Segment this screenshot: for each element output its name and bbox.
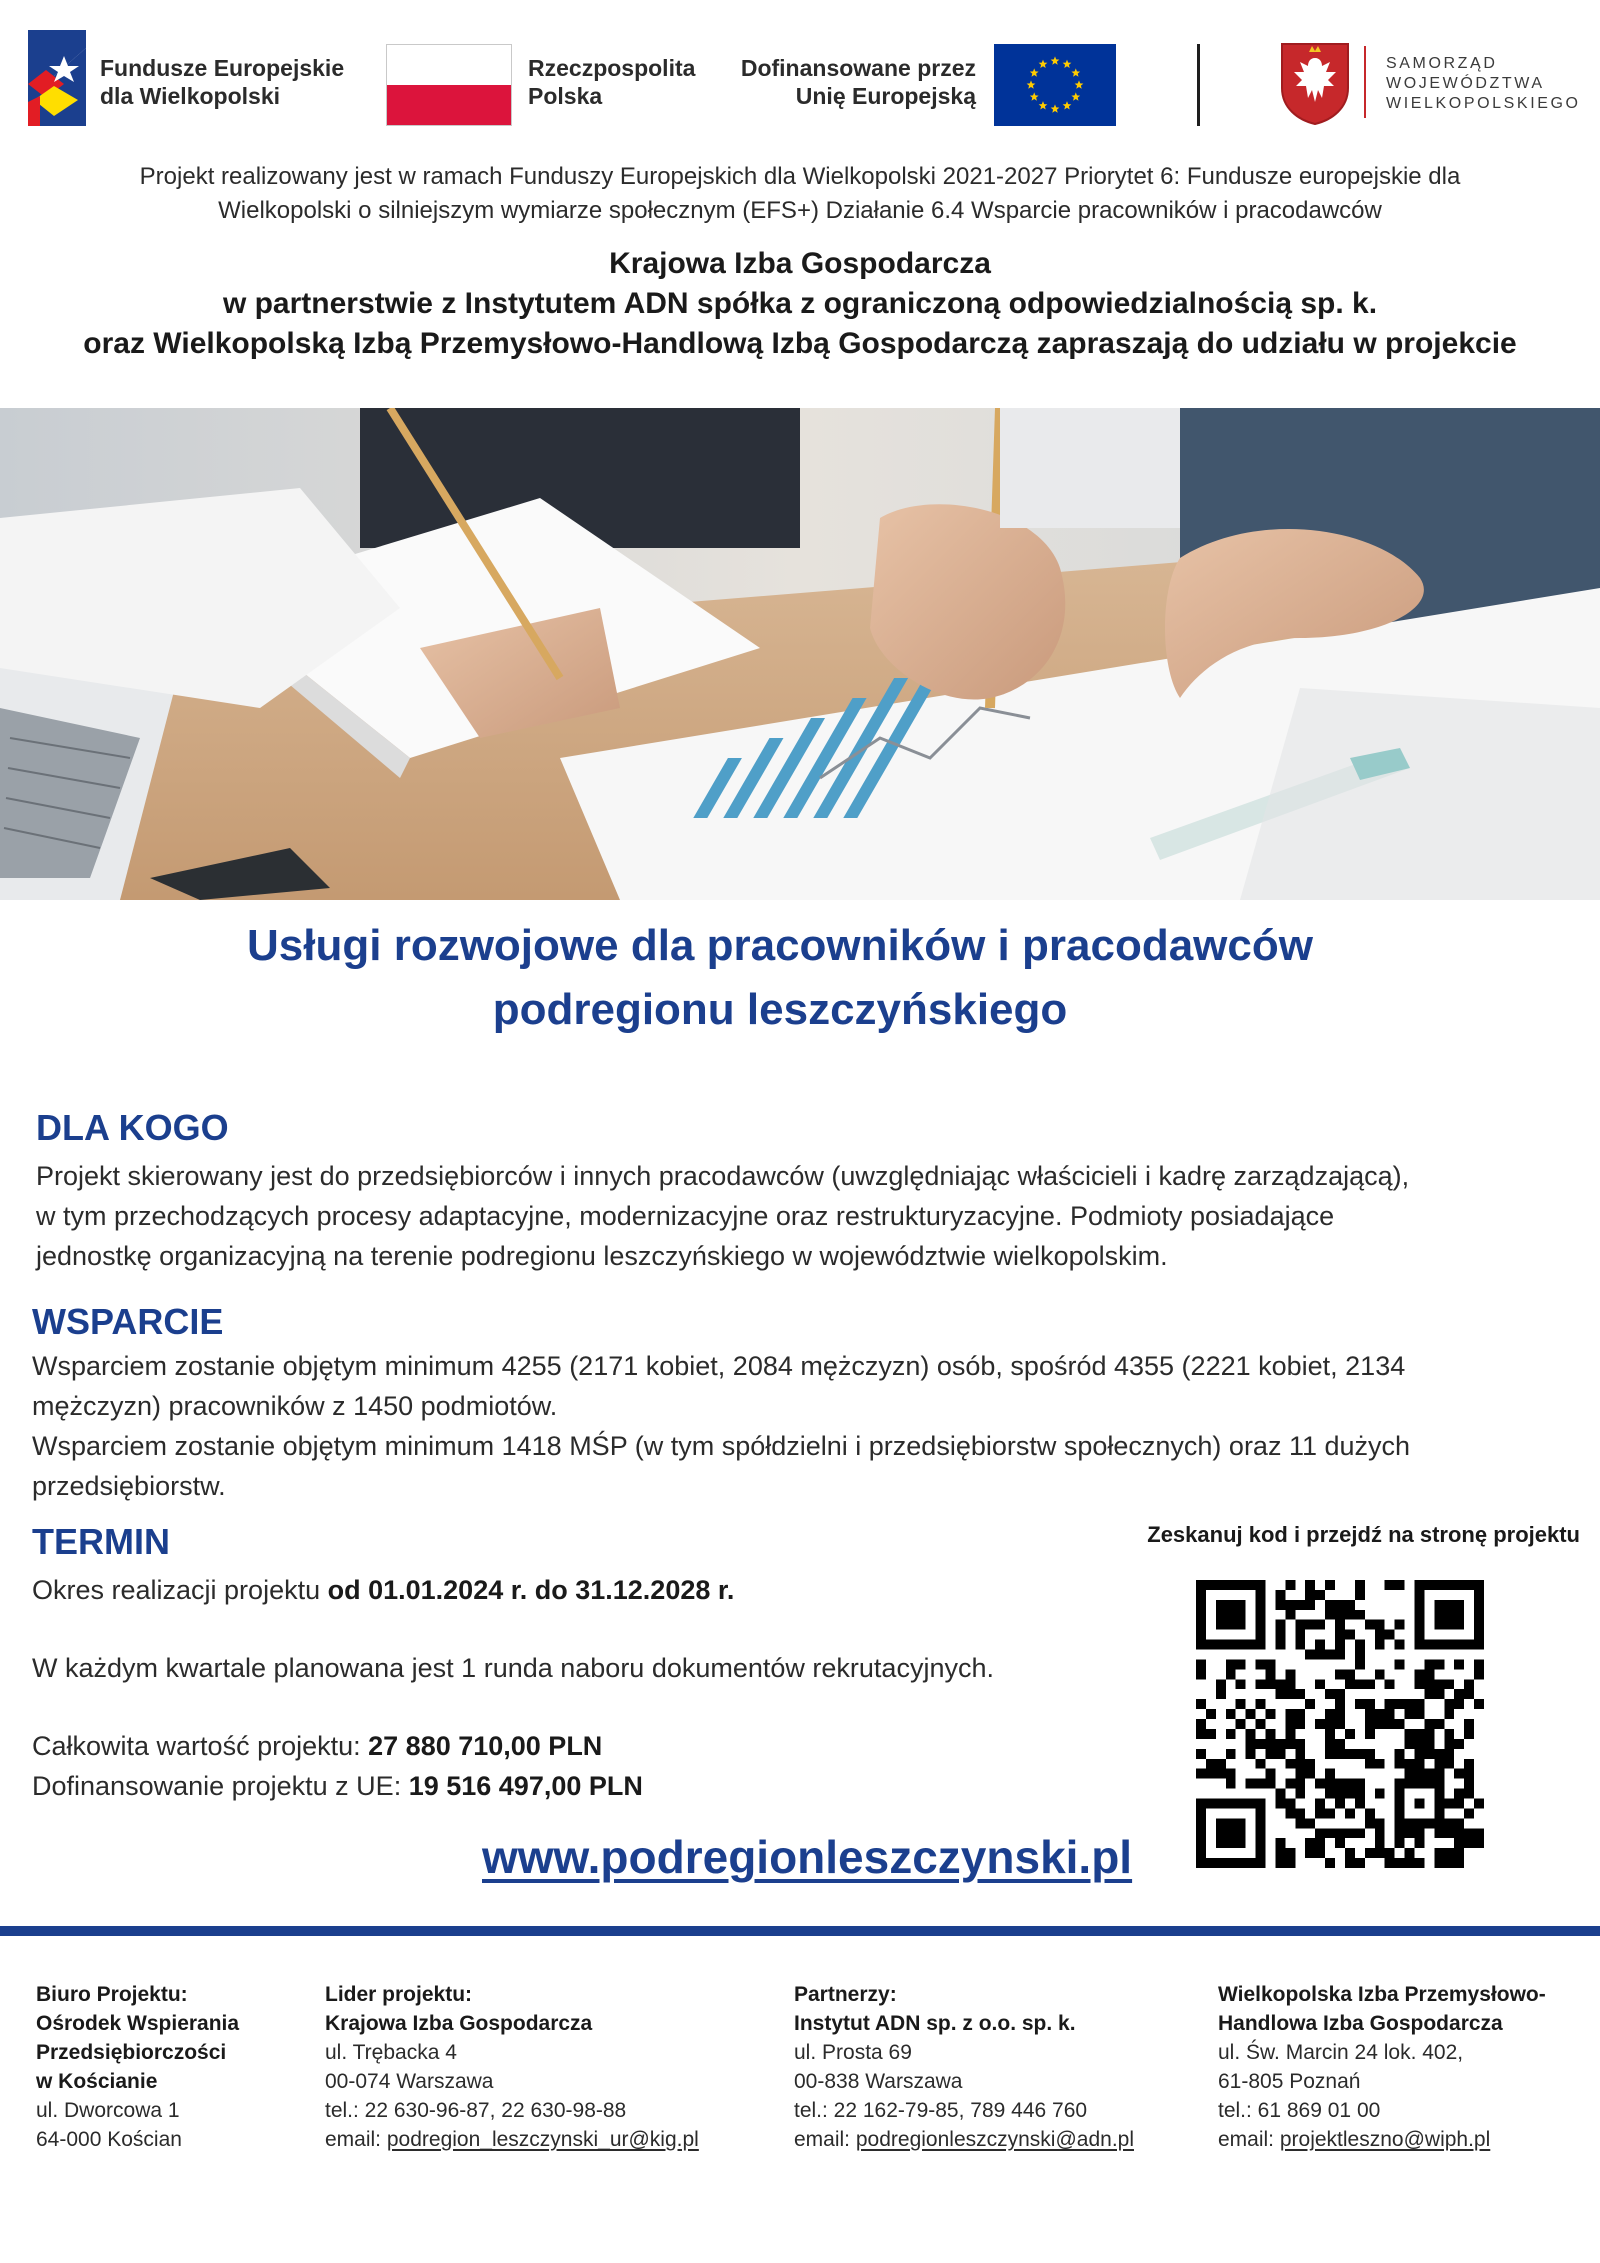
footer-lider-email-link[interactable]: podregion_leszczynski_ur@kig.pl <box>386 2128 699 2151</box>
footer-wiph <box>1218 1980 1598 2154</box>
funds-logo-line2: dla Wielkopolski <box>100 83 281 109</box>
project-info-line1: Projekt realizowany jest w ramach Funduszy Europejskich dla Wielkopolski 2021-2027 Priorytet 6: Fundusze europejskie dla <box>139 163 1461 190</box>
footer-wiph-name-2: Handlowa Izba Gospodarcza <box>1218 2012 1503 2035</box>
region-logo-divider <box>1364 46 1366 118</box>
footer-partnerzy-name: Instytut ADN sp. z o.o. sp. k. <box>794 2012 1076 2035</box>
footer-partnerzy-address: ul. Prosta 69 <box>794 2041 912 2064</box>
logo-divider <box>1197 44 1200 126</box>
partners-line2: w partnerstwie z Instytutem ADN spółka z ograniczoną odpowiedzialnością sp. k. <box>222 287 1378 320</box>
project-info-line2: Wielkopolski o silniejszym wymiarze społecznym (EFS+) Działanie 6.4 Wsparcie pracowników i pracodawców <box>218 197 1382 224</box>
eu-cofinancing-label: Dofinansowanie projektu z UE: <box>32 1771 409 1801</box>
footer-wiph-name-1: Wielkopolska Izba Przemysłowo- <box>1218 1983 1546 2006</box>
eu-logo-text <box>720 54 976 110</box>
footer-partnerzy-heading: Partnerzy: <box>794 1983 897 2006</box>
partners-line3: oraz Wielkopolską Izbą Przemysłowo-Handlową Izbą Gospodarczą zapraszają do udziału w projekcie <box>83 327 1517 360</box>
footer-partnerzy-email-link[interactable]: podregionleszczynski@adn.pl <box>855 2128 1134 2151</box>
total-value-amount: 27 880 710,00 PLN <box>368 1731 603 1761</box>
footer-project-leader <box>325 1980 765 2154</box>
footer-biuro-name-3: w Kościanie <box>36 2070 158 2093</box>
footer-biuro-heading: Biuro Projektu: <box>36 1983 188 2006</box>
eu-logo-line2: Unię Europejską <box>795 83 976 109</box>
poland-logo-line2: Polska <box>528 83 603 109</box>
wsparcie-p2-line2: przedsiębiorstw. <box>32 1471 226 1501</box>
poland-logo-line1: Rzeczpospolita <box>528 55 696 81</box>
qr-code[interactable] <box>1196 1580 1484 1868</box>
footer-lider-email-label: email: <box>325 2128 387 2151</box>
footer-partnerzy-email <box>794 2125 1214 2154</box>
footer-partnerzy-city: 00-838 Warszawa <box>794 2070 963 2093</box>
footer-divider <box>0 1926 1600 1936</box>
funds-logo-icon <box>24 26 94 134</box>
page-title <box>0 914 1560 1042</box>
total-value-label: Całkowita wartość projektu: <box>32 1731 369 1761</box>
eu-cofinancing <box>32 1766 1132 1806</box>
project-period <box>32 1570 1132 1610</box>
partners-invitation <box>20 244 1580 364</box>
office-photo <box>0 408 1600 900</box>
eu-logo-line1: Dofinansowane przez <box>740 55 976 81</box>
funds-logo-line1: Fundusze Europejskie <box>100 55 345 81</box>
funds-logo-text <box>100 54 344 110</box>
wsparcie-p1-line2: mężczyzn) pracowników z 1450 podmiotów. <box>32 1391 558 1421</box>
eu-cofinancing-amount: 19 516 497,00 PLN <box>408 1771 643 1801</box>
partners-line1: Krajowa Izba Gospodarcza <box>609 247 991 280</box>
wsparcie-p2-line1: Wsparciem zostanie objętym minimum 1418 MŚP (w tym spółdzielni i przedsiębiorstw społecznych) oraz 11 dużych <box>32 1431 1411 1461</box>
section-text-dla-kogo <box>36 1156 1576 1276</box>
footer-partners <box>794 1980 1214 2154</box>
region-logo-line1: SAMORZĄD <box>1386 55 1498 72</box>
footer-lider-heading: Lider projektu: <box>325 1983 473 2006</box>
footer-lider-city: 00-074 Warszawa <box>325 2070 494 2093</box>
footer-partnerzy-email-label: email: <box>794 2128 856 2151</box>
section-heading-dla-kogo: DLA KOGO <box>36 1107 229 1148</box>
recruitment-rounds: W każdym kwartale planowana jest 1 runda naboru dokumentów rekrutacyjnych. <box>32 1653 994 1683</box>
footer-wiph-email <box>1218 2125 1598 2154</box>
region-logo-text <box>1386 54 1581 114</box>
region-logo-line3: WIELKOPOLSKIEGO <box>1386 95 1581 112</box>
footer-biuro-city: 64-000 Kościan <box>36 2128 182 2151</box>
footer-biuro-name-2: Przedsiębiorczości <box>36 2041 227 2064</box>
footer-wiph-city: 61-805 Poznań <box>1218 2070 1361 2093</box>
section-heading-termin: TERMIN <box>32 1521 170 1562</box>
poland-flag-icon <box>386 44 512 126</box>
footer-lider-name: Krajowa Izba Gospodarcza <box>325 2012 593 2035</box>
footer-partnerzy-phone: tel.: 22 162-79-85, 789 446 760 <box>794 2099 1088 2122</box>
footer-biuro-address: ul. Dworcowa 1 <box>36 2099 180 2122</box>
project-period-label: Okres realizacji projektu <box>32 1575 328 1605</box>
footer-wiph-phone: tel.: 61 869 01 00 <box>1218 2099 1381 2122</box>
project-info <box>60 160 1540 228</box>
dla-kogo-line2: w tym przechodzących procesy adaptacyjne, modernizacyjne oraz restrukturyzacyjne. Podmioty posiadające <box>36 1201 1335 1231</box>
page-title-line2: podregionu leszczyńskiego <box>492 985 1068 1034</box>
footer-lider-email <box>325 2125 765 2154</box>
poland-logo-text <box>528 54 695 110</box>
footer-wiph-email-label: email: <box>1218 2128 1280 2151</box>
total-value <box>32 1726 1132 1766</box>
wsparcie-paragraph-2 <box>32 1426 1572 1506</box>
dla-kogo-line1: Projekt skierowany jest do przedsiębiorców i innych pracodawców (uwzględniając właścicieli i kadrę zarządzającą), <box>36 1161 1410 1191</box>
website-link[interactable]: www.podregionleszczynski.pl <box>482 1831 1133 1883</box>
footer-wiph-address: ul. Św. Marcin 24 lok. 402, <box>1218 2041 1464 2064</box>
footer-project-office <box>36 1980 316 2154</box>
qr-caption: Zeskanuj kod i przejdź na stronę projektu <box>1147 1522 1580 1547</box>
footer-biuro-name-1: Ośrodek Wspierania <box>36 2012 240 2035</box>
section-heading-wsparcie: WSPARCIE <box>32 1301 224 1342</box>
project-period-value: od 01.01.2024 r. do 31.12.2028 r. <box>327 1575 735 1605</box>
footer-lider-address: ul. Trębacka 4 <box>325 2041 457 2064</box>
dla-kogo-line3: jednostkę organizacyjną na terenie podregionu leszczyńskiego w województwie wielkopolskim. <box>36 1241 1168 1271</box>
page-title-line1: Usługi rozwojowe dla pracowników i pracodawców <box>247 921 1313 970</box>
eu-flag-icon <box>994 44 1116 126</box>
region-logo-line2: WOJEWÓDZTWA <box>1386 75 1545 92</box>
wsparcie-paragraph-1 <box>32 1346 1572 1426</box>
coat-of-arms-icon <box>1278 40 1352 126</box>
footer-wiph-email-link[interactable]: projektleszno@wiph.pl <box>1279 2128 1491 2151</box>
wsparcie-p1-line1: Wsparciem zostanie objętym minimum 4255 (2171 kobiet, 2084 mężczyzn) osób, spośród 4355 (2221 kobiet, 2134 <box>32 1351 1406 1381</box>
footer-lider-phone: tel.: 22 630-96-87, 22 630-98-88 <box>325 2099 627 2122</box>
